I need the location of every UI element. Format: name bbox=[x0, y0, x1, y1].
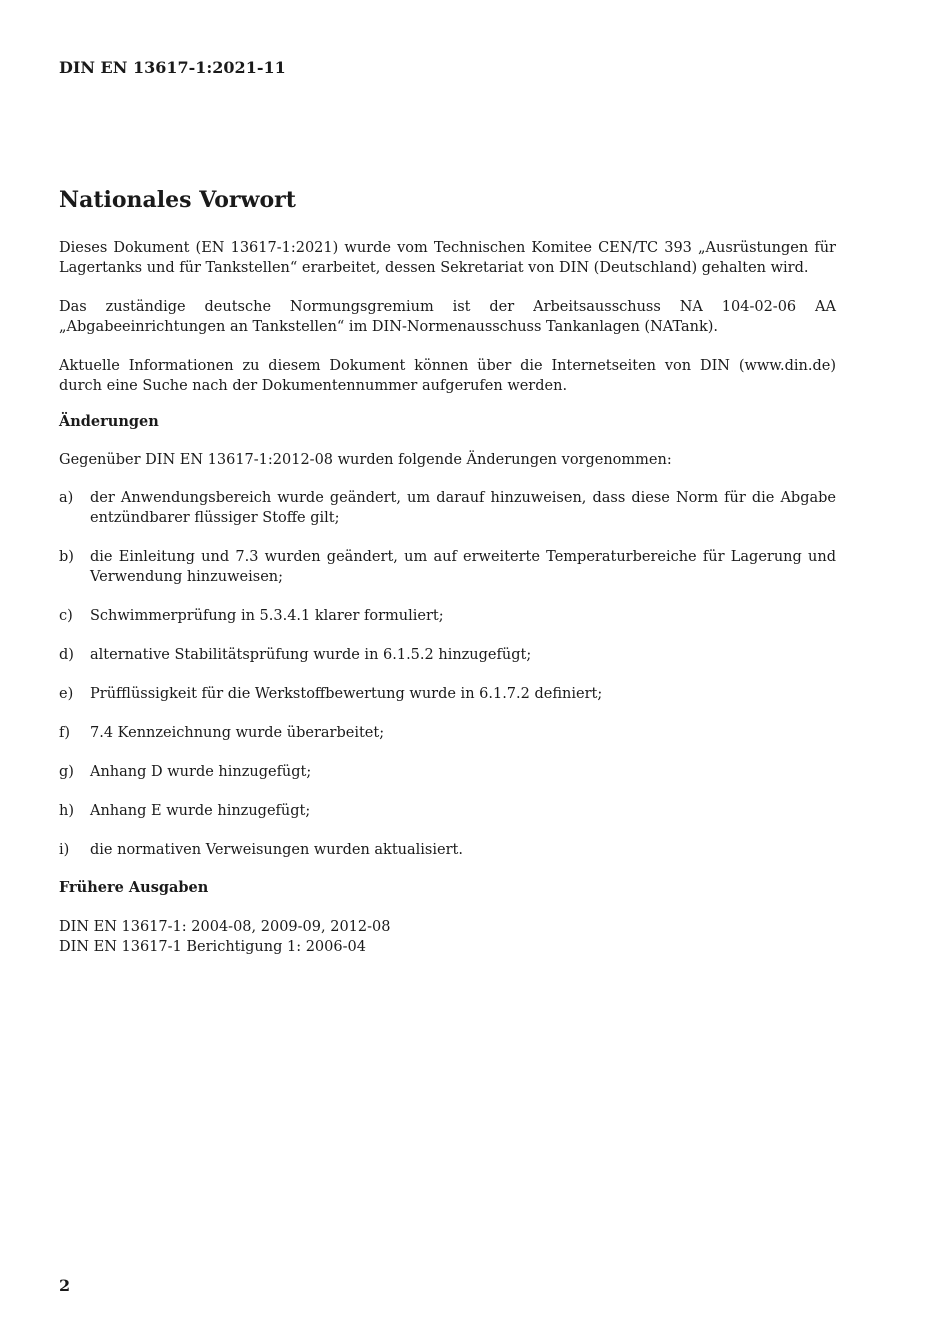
list-item bbox=[59, 547, 836, 587]
document-id-header: DIN EN 13617-1:2021-11 bbox=[59, 58, 286, 77]
list-item bbox=[59, 645, 836, 665]
changes-heading: Änderungen bbox=[59, 413, 159, 430]
page-number: 2 bbox=[59, 1276, 71, 1295]
list-marker: a) bbox=[59, 490, 74, 506]
list-item-text: der Anwendungsbereich wurde geändert, um darauf hinzuweisen, dass diese Norm für die Abgabe entzündbarer flüssiger Stoffe gilt; bbox=[90, 490, 836, 526]
list-marker: e) bbox=[59, 686, 74, 702]
list-marker: h) bbox=[59, 803, 74, 819]
list-item bbox=[59, 840, 836, 860]
changes-list bbox=[59, 488, 836, 860]
list-item-text: Schwimmerprüfung in 5.3.4.1 klarer formuliert; bbox=[90, 608, 444, 624]
earlier-editions-heading: Frühere Ausgaben bbox=[59, 879, 209, 896]
list-marker: i) bbox=[59, 842, 70, 858]
list-item bbox=[59, 684, 836, 704]
document-page bbox=[59, 0, 836, 1343]
changes-intro: Gegenüber DIN EN 13617-1:2012-08 wurden folgende Änderungen vorgenommen: bbox=[59, 452, 672, 468]
list-item-text: Anhang D wurde hinzugefügt; bbox=[90, 764, 312, 780]
list-marker: g) bbox=[59, 764, 74, 780]
list-item bbox=[59, 762, 836, 782]
list-marker: d) bbox=[59, 647, 74, 663]
list-item-text: die normativen Verweisungen wurden aktualisiert. bbox=[90, 842, 463, 858]
edition-line: DIN EN 13617-1: 2004-08, 2009-09, 2012-08 bbox=[59, 919, 391, 935]
list-item-text: die Einleitung und 7.3 wurden geändert, um auf erweiterte Temperaturbereiche für Lagerung und Verwendung hinzuweisen; bbox=[90, 549, 836, 585]
list-item-text: alternative Stabilitätsprüfung wurde in 6.1.5.2 hinzugefügt; bbox=[90, 647, 532, 663]
list-marker: b) bbox=[59, 549, 74, 565]
list-item bbox=[59, 723, 836, 743]
list-marker: f) bbox=[59, 725, 71, 741]
paragraph-current-info: Aktuelle Informationen zu diesem Dokument können über die Internetseiten von DIN (www.din.de) durch eine Suche nach der Dokumentennummer aufgerufen werden. bbox=[59, 358, 836, 394]
list-item bbox=[59, 801, 836, 821]
list-item-text: Anhang E wurde hinzugefügt; bbox=[90, 803, 311, 819]
list-item-text: Prüfflüssigkeit für die Werkstoffbewertung wurde in 6.1.7.2 definiert; bbox=[90, 686, 603, 702]
list-marker: c) bbox=[59, 608, 73, 624]
paragraph-standards-body: Das zuständige deutsche Normungsgremium ist der Arbeitsausschuss NA 104-02-06 AA „Abgabeeinrichtungen an Tankstellen“ im DIN-Normenausschuss Tankanlagen (NATank). bbox=[59, 299, 836, 335]
earlier-editions-list bbox=[59, 917, 836, 957]
paragraph-committee: Dieses Dokument (EN 13617-1:2021) wurde vom Technischen Komitee CEN/TC 393 „Ausrüstungen für Lagertanks und für Tankstellen“ erarbeitet, dessen Sekretariat von DIN (Deutschland) gehalten wird. bbox=[59, 240, 836, 276]
document-body bbox=[59, 238, 836, 957]
edition-line: DIN EN 13617-1 Berichtigung 1: 2006-04 bbox=[59, 939, 366, 955]
page-title: Nationales Vorwort bbox=[59, 187, 296, 213]
list-item-text: 7.4 Kennzeichnung wurde überarbeitet; bbox=[90, 725, 385, 741]
list-item bbox=[59, 606, 836, 626]
list-item bbox=[59, 488, 836, 528]
